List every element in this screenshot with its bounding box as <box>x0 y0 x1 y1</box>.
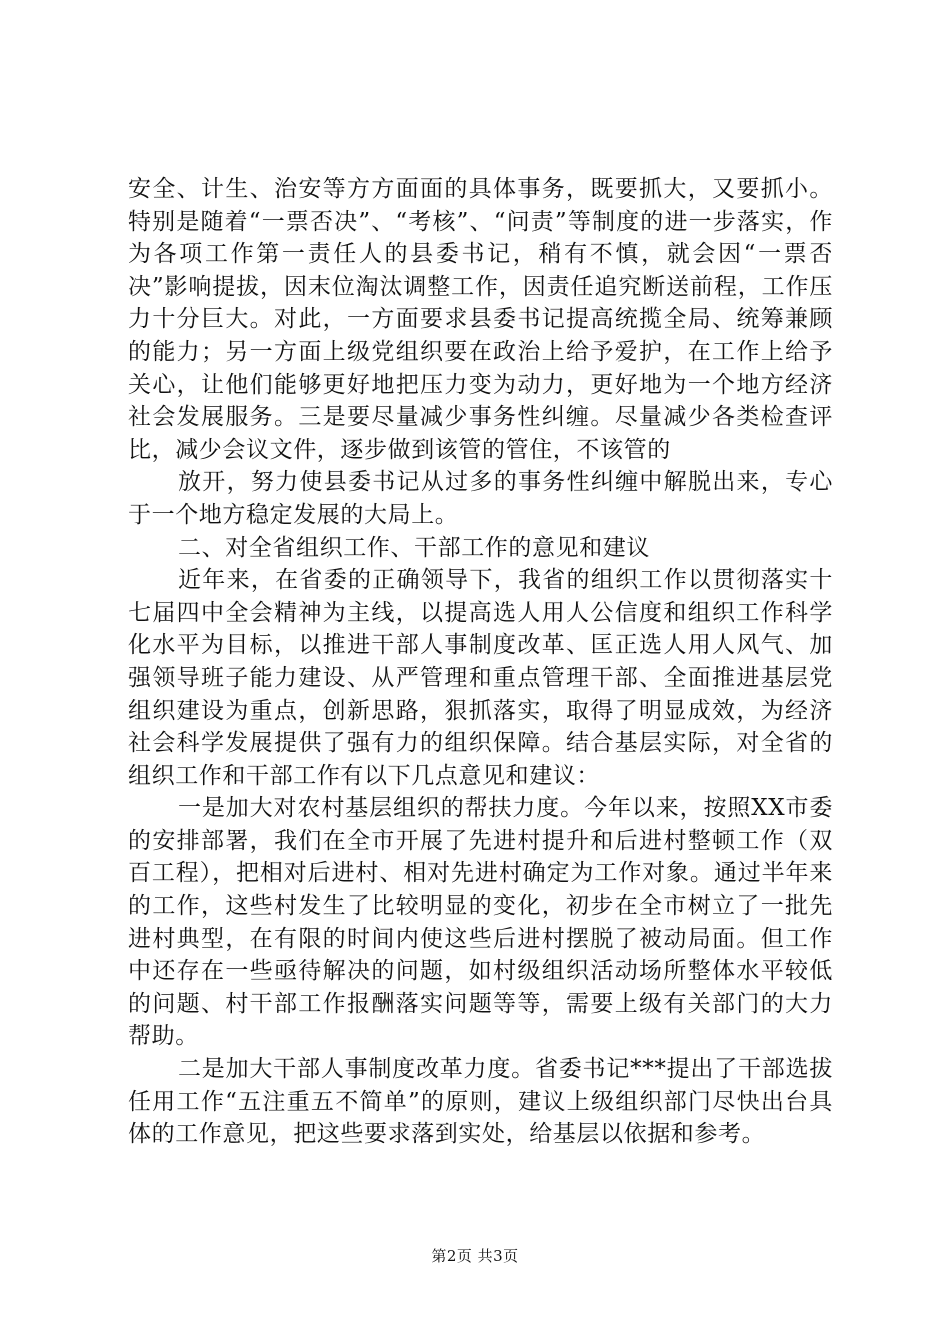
document-body <box>128 173 833 1151</box>
page-number-footer: 第2页 共3页 <box>431 1247 519 1265</box>
paragraph-point-two: 二是加大干部人事制度改革力度。省委书记***提出了干部选拔任用工作“五注重五不简单”的原则，建议上级组织部门尽快出台具体的工作意见，把这些要求落到实处，给基层以依据和参考。 <box>128 1056 833 1148</box>
paragraph-continuation: 安全、计生、治安等方方面面的具体事务，既要抓大，又要抓小。特别是随着“一票否决”、“考核”、“问责”等制度的进一步落实，作为各项工作第一责任人的县委书记，稍有不慎，就会因“一票否决”影响提拔，因末位淘汰调整工作，因责任追究断送前程，工作压力十分巨大。对此，一方面要求县委书记提高统揽全局、统筹兼顾的能力；另一方面上级党组织要在政治上给予爱护，在工作上给予关心，让他们能够更好地把压力变为动力，更好地为一个地方经济社会发展服务。三是要尽量减少事务性纠缠。尽量减少各类检查评比，减少会议文件，逐步做到该管的管住，不该管的 <box>128 176 833 463</box>
section-heading-2: 二、对全省组织工作、干部工作的意见和建议 <box>178 534 650 561</box>
paragraph-release-burden: 放开，努力使县委书记从过多的事务性纠缠中解脱出来，专心于一个地方稳定发展的大局上。 <box>128 469 833 528</box>
paragraph-point-one: 一是加大对农村基层组织的帮扶力度。今年以来，按照XX市委的安排部署，我们在全市开展了先进村提升和后进村整顿工作（双百工程），把相对后进村、相对先进村确定为工作对象。通过半年来的工作，这些村发生了比较明显的变化，初步在全市树立了一批先进村典型，在有限的时间内使这些后进村摆脱了被动局面。但工作中还存在一些亟待解决的问题，如村级组织活动场所整体水平较低的问题、村干部工作报酬落实问题等等，需要上级有关部门的大力帮助。 <box>128 795 833 1050</box>
paragraph-recent-years: 近年来，在省委的正确领导下，我省的组织工作以贯彻落实十七届四中全会精神为主线，以提高选人用人公信度和组织工作科学化水平为目标，以推进干部人事制度改革、匡正选人用人风气、加强领导班子能力建设、从严管理和重点管理干部、全面推进基层党组织建设为重点，创新思路，狠抓落实，取得了明显成效，为经济社会科学发展提供了强有力的组织保障。结合基层实际，对全省的组织工作和干部工作有以下几点意见和建议： <box>128 567 833 789</box>
